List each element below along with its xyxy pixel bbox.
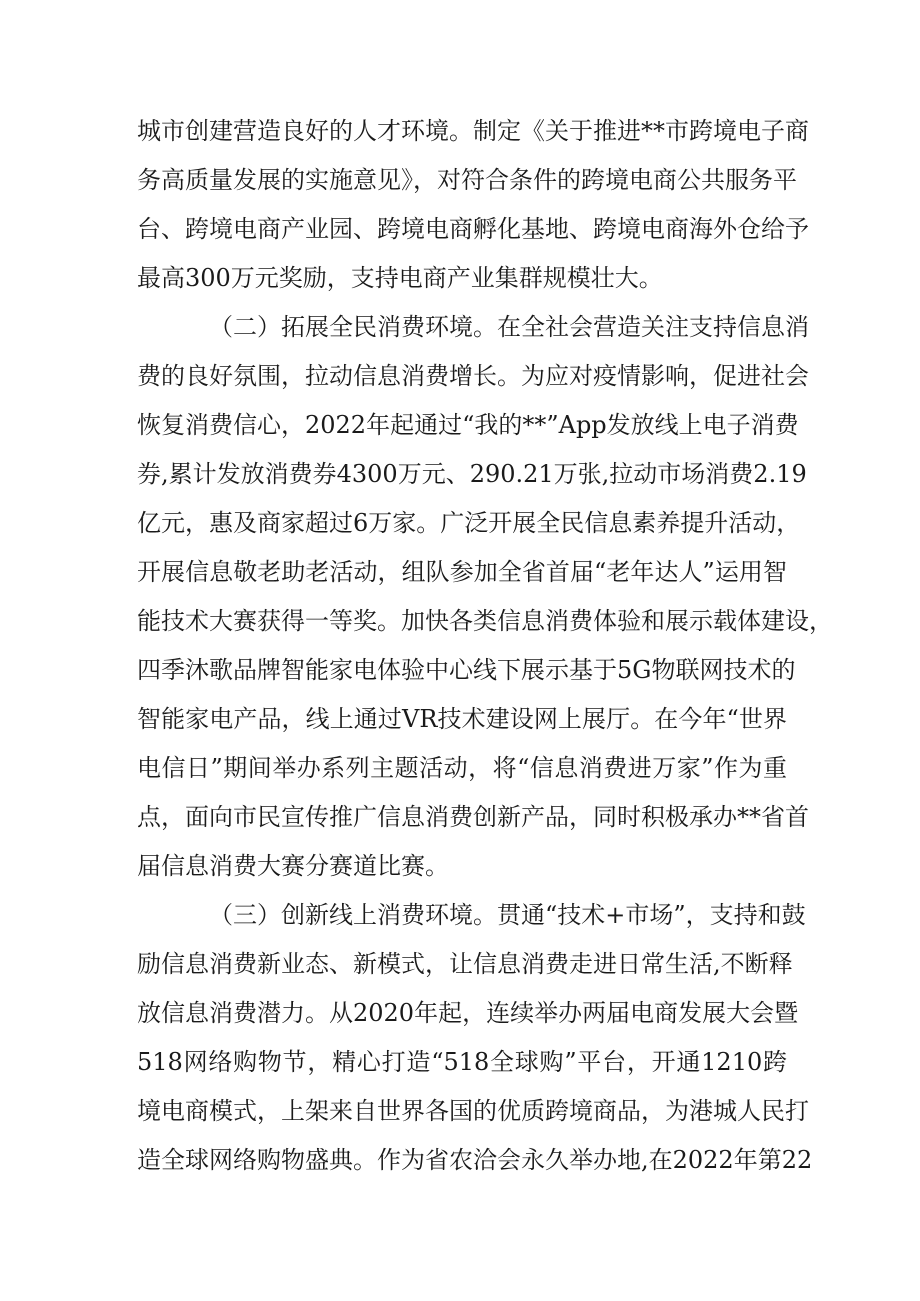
text-line: 电信日”期间举办系列主题活动，将“信息消费进万家”作为重 [137,754,787,782]
text-line: 造全球网络购物盛典。作为省农洽会永久举办地,在2022年第22 [137,1146,813,1174]
text-line: 四季沐歌品牌智能家电体验中心线下展示基于5G物联网技术的 [137,656,796,684]
text-line: 费的良好氛围，拉动信息消费增长。为应对疫情影响，促进社会 [137,362,809,390]
text-line: 届信息消费大赛分赛道比赛。 [137,852,449,880]
text-line: 台、跨境电商产业园、跨境电商孵化基地、跨境电商海外仓给予 [137,215,809,243]
text-line: 务高质量发展的实施意见》，对符合条件的跨境电商公共服务平 [137,166,797,194]
text-line: 最高300万元奖励，支持电商产业集群规模壮大。 [137,264,663,292]
text-line: 518网络购物节，精心打造“518全球购”平台，开通1210跨 [137,1048,787,1076]
text-line: 能技术大赛获得一等奖。加快各类信息消费体验和展示载体建设， [137,607,833,635]
text-line: 智能家电产品，线上通过VR技术建设网上展厅。在今年“世界 [137,705,787,733]
text-line: 放信息消费潜力。从2020年起，连续举办两届电商发展大会暨 [137,999,799,1027]
text-line: 点，面向市民宣传推广信息消费创新产品，同时积极承办**省首 [137,803,809,831]
text-line: 开展信息敬老助老活动，组队参加全省首届“老年达人”运用智 [137,558,787,586]
text-line: 券,累计发放消费券4300万元、290.21万张,拉动市场消费2.19 [137,460,807,488]
section-heading-line: （三）创新线上消费环境。贯通“技术+市场”，支持和鼓 [209,901,806,929]
section-heading-line: （二）拓展全民消费环境。在全社会营造关注支持信息消 [209,313,809,341]
text-line: 励信息消费新业态、新模式，让信息消费走进日常生活,不断释 [137,950,793,978]
text-line: 恢复消费信心，2022年起通过“我的**”App发放线上电子消费 [137,411,799,439]
text-line: 城市创建营造良好的人才环境。制定《关于推进**市跨境电子商 [137,117,809,145]
text-line: 亿元，惠及商家超过6万家。广泛开展全民信息素养提升活动， [137,509,801,537]
text-line: 境电商模式，上架来自世界各国的优质跨境商品，为港城人民打 [137,1097,809,1125]
